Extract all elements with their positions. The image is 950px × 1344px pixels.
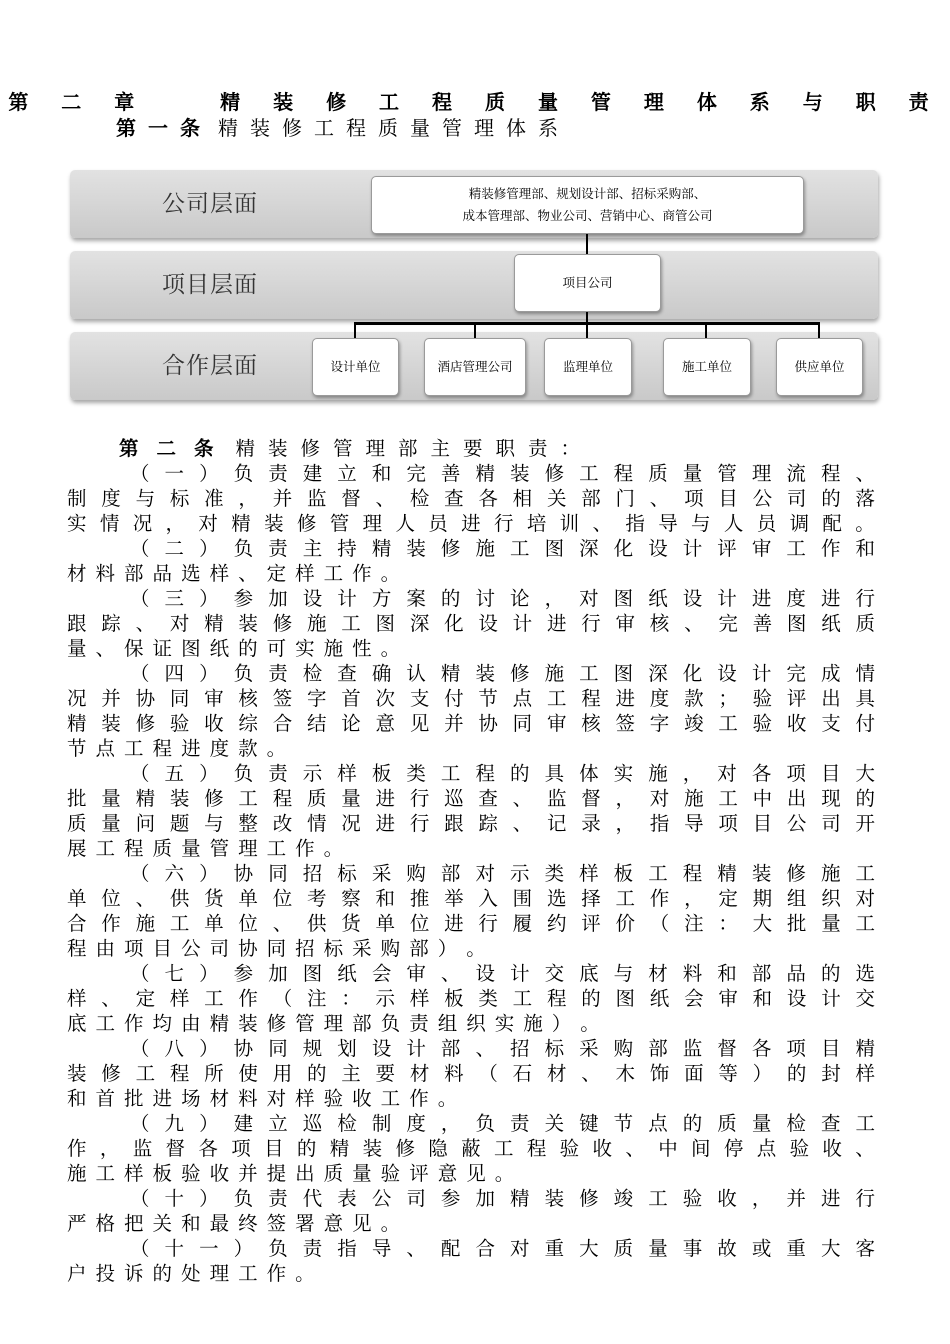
duty-line: 批 量 精 装 修 工 程 质 量 进 行 巡 查 、 监 督 ， 对 施 工 中 出 现 的 [67, 787, 875, 810]
duty-line: （ 三 ） 参 加 设 计 方 案 的 讨 论 ， 对 图 纸 设 计 进 度 进 行 [130, 587, 875, 610]
partner-supply-label: 供应单位 [794, 359, 845, 374]
duty-line: 严 格 把 关 和 最 终 签 署 意 见 。 [67, 1212, 401, 1235]
duty-line: 户 投 诉 的 处 理 工 作 。 [67, 1262, 315, 1285]
duty-line: 质 量 问 题 与 整 改 情 况 进 行 跟 踪 、 记 录 ， 指 导 项 目 公 司 开 [67, 812, 875, 835]
duty-line: （ 一 ） 负 责 建 立 和 完 善 精 装 修 工 程 质 量 管 理 流 程 、 [130, 462, 875, 485]
duty-line: （ 九 ） 建 立 巡 检 制 度 ， 负 责 关 键 节 点 的 质 量 检 查 工 [130, 1112, 875, 1135]
duty-line: 程 由 项 目 公 司 协 同 招 标 采 购 部 ） 。 [67, 937, 486, 960]
connector-drop-hotel [474, 322, 476, 338]
duty-line: 施 工 样 板 验 收 并 提 出 质 量 验 评 意 见 。 [67, 1162, 515, 1185]
partner-design-box [312, 338, 399, 396]
article-2-section [67, 436, 875, 1286]
article-1-number: 第一条 [116, 116, 212, 140]
company-departments-box [371, 176, 804, 234]
connector-drop-design [354, 322, 356, 338]
duty-line: 展 工 程 质 量 管 理 工 作 。 [67, 837, 344, 860]
duty-line: 样 、 定 样 工 作 （ 注 ： 示 样 板 类 工 程 的 图 纸 会 审 和 设 计 交 [67, 987, 875, 1010]
duty-line: 材 料 部 品 选 样 、 定 样 工 作 。 [67, 562, 401, 585]
partner-supervision-box [544, 338, 632, 396]
duty-line: 作 ， 监 督 各 项 目 的 精 装 修 隐 蔽 工 程 验 收 、 中 间 停 点 验 收 、 [67, 1137, 875, 1160]
project-level-label: 项目层面 [162, 272, 258, 298]
duty-line: 装 修 工 程 所 使 用 的 主 要 材 料 （ 石 材 、 木 饰 面 等 ） 的 封 样 [67, 1062, 875, 1085]
cooperation-level-label: 合作层面 [162, 353, 258, 379]
duty-line: 和 首 批 进 场 材 料 对 样 验 收 工 作 。 [67, 1087, 458, 1110]
duty-line: 制 度 与 标 准 ， 并 监 督 、 检 查 各 相 关 部 门 、 项 目 公 司 的 落 [67, 487, 875, 510]
duty-line: （ 二 ） 负 责 主 持 精 装 修 施 工 图 深 化 设 计 评 审 工 作 和 [130, 537, 875, 560]
connector-drop-construction [705, 322, 707, 338]
chapter-title: 第 二 章 精 装 修 工 程 质 量 管 理 体 系 与 职 责 [8, 90, 942, 114]
duty-line: （ 八 ） 协 同 规 划 设 计 部 、 招 标 采 购 部 监 督 各 项 目 精 [130, 1037, 875, 1060]
partner-construction-box [663, 338, 751, 396]
duty-line: （ 六 ） 协 同 招 标 采 购 部 对 示 类 样 板 工 程 精 装 修 施 工 [130, 862, 875, 885]
duty-line: 实 情 况 ， 对 精 装 修 管 理 人 员 进 行 培 训 、 指 导 与 人 员 调 配 。 [67, 512, 875, 535]
article-2-heading [119, 436, 875, 461]
partner-hotel-box [424, 338, 526, 396]
article-1-heading [116, 112, 570, 141]
duty-line: 合 作 施 工 单 位 、 供 货 单 位 进 行 履 约 评 价 （ 注 ： 大 批 量 工 [67, 912, 875, 935]
duty-line: 底 工 作 均 由 精 装 修 管 理 部 负 责 组 织 实 施 ） 。 [67, 1012, 600, 1035]
duty-line: （ 十 ） 负 责 代 表 公 司 参 加 精 装 修 竣 工 验 收 ， 并 进 行 [130, 1187, 875, 1210]
company-departments-line-2: 成本管理部、物业公司、营销中心、商管公司 [462, 208, 713, 223]
duty-line: （ 五 ） 负 责 示 样 板 类 工 程 的 具 体 实 施 ， 对 各 项 目 大 [130, 762, 875, 785]
project-company-label: 项目公司 [562, 275, 613, 290]
partner-construction-label: 施工单位 [681, 359, 732, 374]
article-2-number: 第二条 [119, 437, 232, 460]
project-level-band [70, 251, 878, 319]
connector-drop-supervision [586, 322, 588, 338]
duty-line: 跟 踪 、 对 精 装 修 施 工 图 深 化 设 计 进 行 审 核 、 完 善 图 纸 质 [67, 612, 875, 635]
connector-drop-supply [818, 322, 820, 338]
duties-list [67, 461, 875, 1286]
duty-line: （ 七 ） 参 加 图 纸 会 审 、 设 计 交 底 与 材 料 和 部 品 的 选 [130, 962, 875, 985]
partner-design-label: 设计单位 [330, 359, 381, 374]
partner-hotel-label: 酒店管理公司 [437, 359, 513, 374]
duty-line: 单 位 、 供 货 单 位 考 察 和 推 举 入 围 选 择 工 作 ， 定 期 组 织 对 [67, 887, 875, 910]
company-level-label: 公司层面 [162, 191, 258, 217]
duty-line: （ 四 ） 负 责 检 查 确 认 精 装 修 施 工 图 深 化 设 计 完 成 情 [130, 662, 875, 685]
company-departments-line-1: 精装修管理部、规划设计部、招标采购部、 [468, 186, 707, 201]
partner-supervision-label: 监理单位 [562, 359, 613, 374]
article-1-title: 精装修工程质量管理体系 [218, 116, 570, 140]
duty-line: 量 、 保 证 图 纸 的 可 实 施 性 。 [67, 637, 401, 660]
project-company-box [514, 254, 661, 312]
duty-line: （ 十 一 ） 负 责 指 导 、 配 合 对 重 大 质 量 事 故 或 重 大 客 [130, 1237, 875, 1260]
connector-company-project [586, 233, 588, 254]
duty-line: 精 装 修 验 收 综 合 结 论 意 见 并 协 同 审 核 签 字 竣 工 验 收 支 付 [67, 712, 875, 735]
duty-line: 况 并 协 同 审 核 签 字 首 次 支 付 节 点 工 程 进 度 款 ； 验 评 出 具 [67, 687, 875, 710]
article-2-title: 精装修管理部主要职责： [235, 437, 594, 460]
partner-supply-box [776, 338, 863, 396]
duty-line: 节 点 工 程 进 度 款 。 [67, 737, 287, 760]
